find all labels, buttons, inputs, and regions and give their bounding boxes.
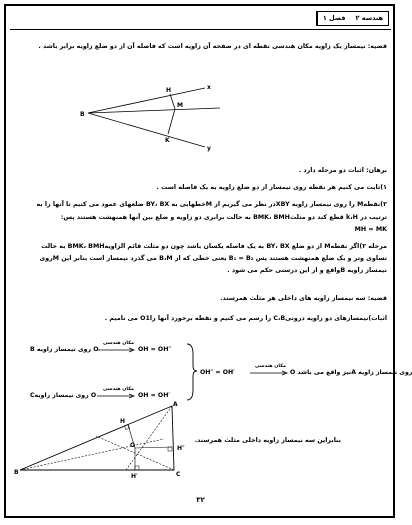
theorem-1: قضیه: نیمساز یک زاویه مکان هندسی نقطه ای در صفحه آن زاویه است که فاصله آن از دو ضلع زاویه برابر باشد . [38,43,387,50]
eq-mid-left: OH″ = OH′ [200,369,235,376]
proof-step-2b: ترتیب در k،H قطع کند دو مثلثBMK، BMH به حالت برابری دو زاویه و ضلع بین آنها همنهشت هستند پس: [60,214,387,221]
page-number: ۳۲ [196,496,205,504]
eq-top-right: OH = OH″ [138,346,172,353]
label-h: H [166,87,172,94]
proof-result: MH = MK [354,226,387,233]
perp-oh2 [135,447,172,448]
eq-mid-text: روی نیمساز زاویه Aنیز واقع می باشد O [290,369,412,376]
proof-2-intro: اثبات)نیمسازهای دو زاویه درونیC،B را رسم می کنیم و نقطه برخورد آنها راO1 می نامیم . [104,315,387,322]
conclusion: بنابراین سه نیمساز زاویه داخلی مثلث همرسند. [194,437,341,444]
header-divider [10,29,391,30]
eq-brace [185,342,199,402]
eq-mid-arrow-label: مکان هندسی [255,364,286,369]
perp-mh [170,94,175,109]
label-b: B [80,111,85,118]
eq-top-arrow-label: مکان هندسی [103,341,134,346]
label-c2: C [176,471,181,478]
label-h2: H [120,418,126,425]
label-k: K [165,137,170,144]
label-m: M [177,102,183,109]
label-x: x [207,84,211,91]
eq-bottom-arrow [96,393,136,399]
header-chapter: فصل ۱ [317,12,351,25]
eq-bottom-left: Cروی نیمساز زاویه O [30,392,97,399]
label-b2: B [14,469,19,476]
bisector-b [20,439,164,470]
header-section: هندسه ۲ [355,14,383,22]
page-header [316,11,389,26]
perp-mk [168,109,175,134]
eq-top-left: B روی نیمساز زاویه O [30,346,99,353]
bisector-figure [80,80,230,155]
label-h-double: H″ [177,445,185,452]
stage-2a: مرحله ۲)اگر نقطهM از دو ضلع BY، BX به یک فاصله یکسان باشد چون دو مثلث قائم الزاویهBMK، BMH به حالت [41,243,387,250]
proof-step-2a: ۲)نقطهM را روی نیمساز زاویه XBYدر نظر می گیریم از Mخطهایی به BY، BX ضلعهای عمود می کنیم تا آنها را به [36,201,387,208]
stage-2b: تساوی وتر و یک ضلع همنهشت هستند پس B₁ = B₂ یعنی خطی که از B،M می گذرد نیمساز است بنابر این Mروی [39,255,387,262]
proof-step-1: ۱)ثابت می کنیم هر نقطه روی نیمساز از دو ضلع زاویه به یک فاصله است . [156,184,387,191]
eq-bottom-arrow-label: مکان هندسی [103,387,134,392]
triangle-figure [14,400,194,478]
label-o2: O [130,442,136,449]
eq-bottom-right: OH = OH′ [138,392,171,399]
stage-2c: نیمساز زاویه Bواقع و از این درستی حکم می شود . [227,267,387,274]
triangle-abc [20,406,174,470]
theorem-2: قضیه: سه نیمساز زاویه های داخلی هر مثلث همرسند. [220,295,387,302]
eq-top-arrow [96,347,136,353]
proof-intro: برهان: اثبات دو مرحله دارد . [298,167,387,174]
label-h-prime: H′ [131,473,138,480]
ray-by [88,113,205,147]
label-y: y [207,145,211,152]
label-a2: A [173,401,178,408]
eq-mid-arrow [249,370,289,376]
